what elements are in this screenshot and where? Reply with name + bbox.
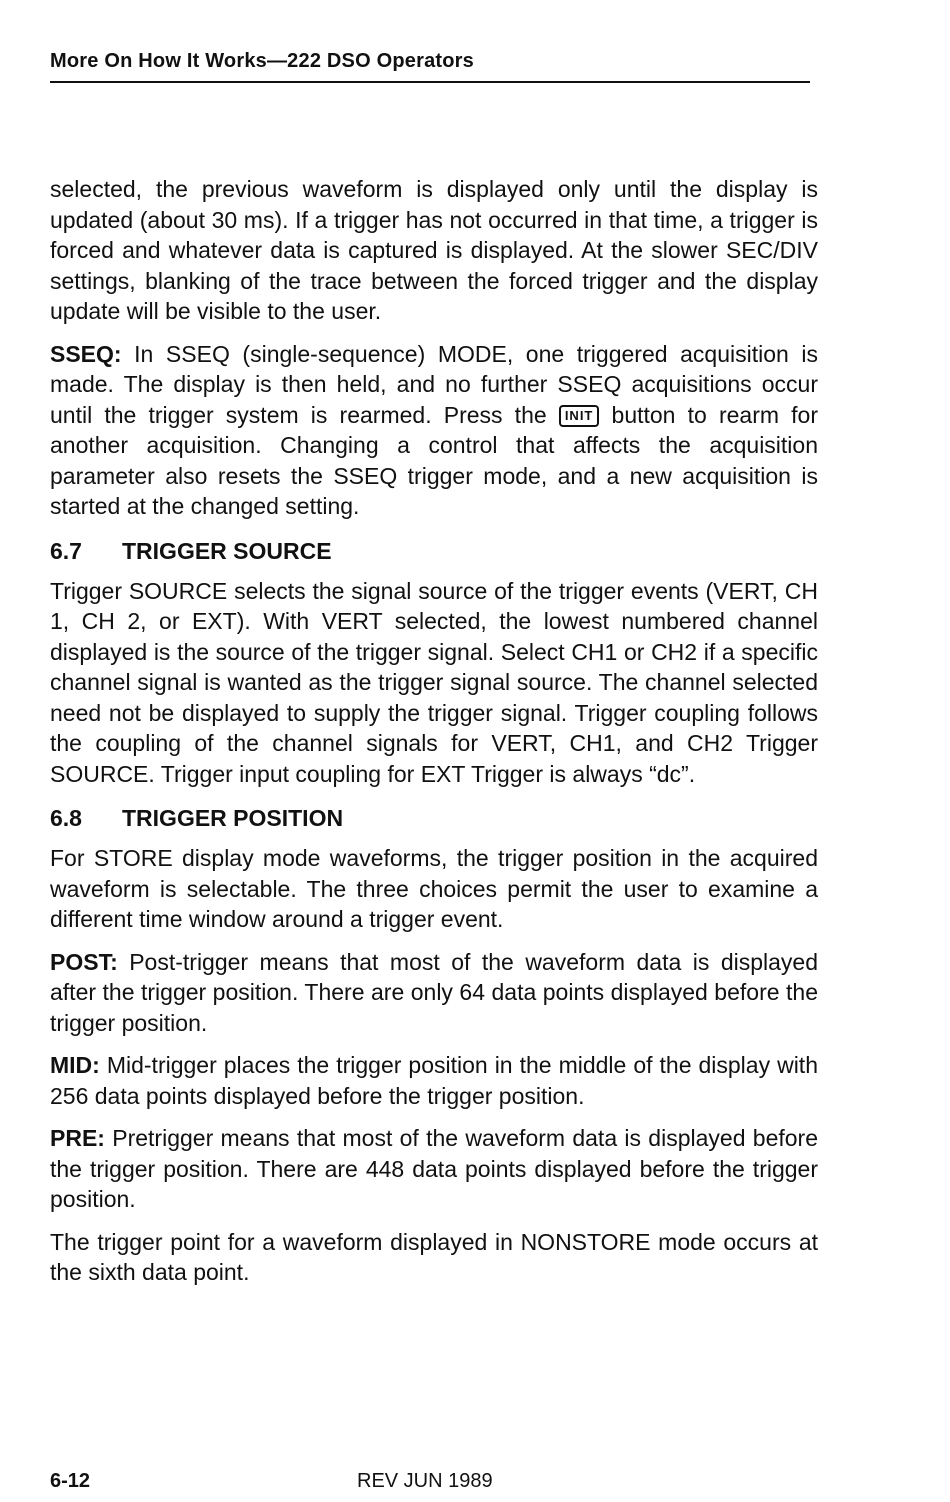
mid-text: Mid-trigger places the trigger position in the middle of the display with 256 data points displayed before the trigger position. [50, 1052, 818, 1109]
sseq-paragraph [50, 339, 818, 522]
revision-date: REV JUN 1989 [357, 1470, 493, 1492]
post-paragraph [50, 947, 818, 1039]
section-title: TRIGGER POSITION [122, 805, 344, 831]
trigger-source-paragraph: Trigger SOURCE selects the signal source of the trigger events (VERT, CH 1, CH 2, or EXT). With VERT selected, the lowest numbered channel displayed is the source of the trigger signal. Select CH1 or CH2 if a specific channel signal is wanted as the trigger signal source. The channel selected need not be displayed to supply the trigger signal. Trigger coupling follows the coupling of the channel signals for VERT, CH1, and CH2 Trigger SOURCE. Trigger input coupling for EXT Trigger is always “dc”. [50, 577, 818, 787]
pre-text: Pretrigger means that most of the waveform data is displayed before the trigger position. There are 448 data points displayed before the trigger position. [50, 1125, 818, 1212]
document-page [50, 0, 820, 1502]
section-heading-trigger-source [50, 536, 818, 566]
trigger-position-paragraph: For STORE display mode waveforms, the trigger position in the acquired waveform is selectable. The three choices permit the user to examine a different time window around a trigger event. [50, 845, 818, 932]
mid-paragraph [50, 1050, 818, 1111]
intro-paragraph: selected, the previous waveform is displayed only until the display is updated (about 30 ms). If a trigger has not occurred in that time, a trigger is forced and whatever data is captured is displayed. At the slower SEC/DIV settings, blanking of the trace between the forced trigger and the display update will be visible to the user. [50, 176, 818, 324]
init-button-icon: INIT [559, 405, 600, 427]
mid-term: MID: [50, 1052, 100, 1078]
post-term: POST: [50, 948, 118, 975]
section-title: TRIGGER SOURCE [122, 537, 332, 564]
nonstore-paragraph: The trigger point for a waveform displayed in NONSTORE mode occurs at the sixth data point. [50, 1228, 818, 1285]
page-number: 6-12 [50, 1470, 91, 1492]
sseq-text-before: In SSEQ (single-sequence) MODE, one triggered acquisition is made. The display is then held, and no further SSEQ acquisitions occur until the trigger system is rearmed. Press the [50, 340, 818, 428]
sseq-term: SSEQ: [50, 340, 122, 367]
section-heading-trigger-position [50, 803, 818, 833]
section-number: 6.8 [50, 805, 82, 831]
post-text: Post-trigger means that most of the waveform data is displayed after the trigger position. There are only 64 data points displayed before the trigger position. [50, 948, 818, 1036]
pre-term: PRE: [50, 1125, 105, 1151]
section-number: 6.7 [50, 537, 82, 564]
sseq-text-after: button to rearm for another acquisition. Changing a control that affects the acquisition parameter also resets the SSEQ trigger mode, and a new acquisition is started at the changed setting. [50, 401, 819, 519]
body-text [50, 174, 818, 1300]
pre-paragraph [50, 1123, 818, 1215]
running-header: More On How It Works—222 DSO Operators [50, 50, 810, 83]
